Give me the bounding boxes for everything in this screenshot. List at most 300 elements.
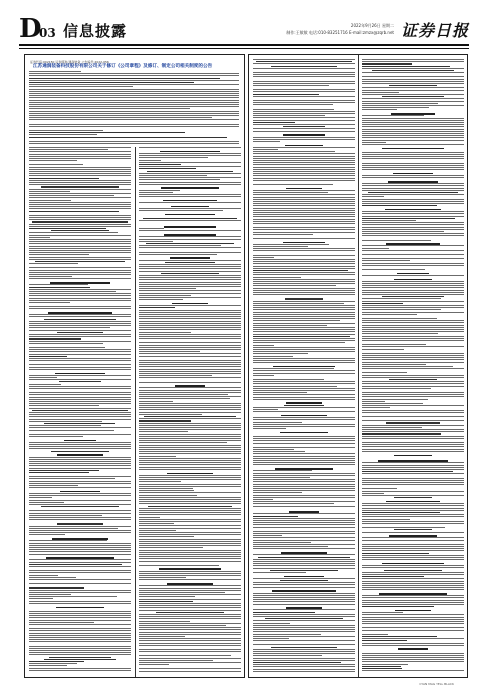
text-line	[362, 449, 464, 450]
text-line	[29, 141, 239, 142]
text-line	[29, 108, 190, 109]
text-line	[253, 546, 328, 547]
text-line	[29, 442, 131, 443]
text-line	[253, 375, 274, 376]
text-line	[29, 178, 99, 179]
text-line	[139, 565, 219, 566]
text-line	[29, 325, 131, 326]
text-line	[253, 436, 355, 437]
text-line	[139, 236, 241, 237]
text-line	[29, 204, 131, 205]
text-line	[29, 295, 131, 296]
text-line	[283, 126, 326, 127]
text-line	[362, 604, 464, 605]
text-line	[253, 537, 355, 538]
text-line	[139, 519, 241, 520]
text-line	[253, 91, 355, 92]
text-line	[29, 637, 131, 638]
text-line	[139, 488, 193, 489]
text-line	[139, 245, 221, 246]
text-line	[253, 451, 305, 452]
text-line	[253, 180, 355, 181]
text-line	[29, 147, 131, 148]
text-line	[29, 182, 131, 183]
text-line	[362, 322, 464, 323]
text-line	[139, 387, 241, 388]
text-line	[253, 356, 293, 357]
text-line	[29, 263, 78, 264]
text-line	[253, 153, 355, 154]
text-line	[253, 318, 355, 319]
text-line	[139, 351, 200, 352]
text-line	[139, 208, 241, 209]
text-line	[29, 115, 239, 116]
text-line	[29, 71, 81, 72]
text-line	[29, 237, 50, 238]
text-line	[29, 124, 239, 125]
text-line	[362, 183, 464, 184]
text-line	[139, 512, 241, 513]
text-line	[362, 416, 464, 417]
text-line	[253, 167, 355, 168]
text-line	[253, 329, 355, 330]
text-line	[253, 158, 355, 159]
text-line	[362, 205, 437, 206]
text-line	[253, 274, 355, 275]
text-line	[29, 111, 239, 112]
text-line	[29, 630, 131, 631]
text-line	[253, 370, 355, 371]
text-line	[253, 257, 274, 258]
text-line	[253, 490, 355, 491]
text-line	[362, 405, 464, 406]
text-line	[253, 169, 355, 170]
text-line	[139, 479, 241, 480]
text-line	[253, 327, 355, 328]
text-line	[161, 273, 220, 274]
text-line	[258, 557, 350, 558]
text-line	[253, 223, 355, 224]
text-line	[362, 514, 464, 515]
text-line	[44, 319, 117, 320]
newspaper-logo: 证券日报	[400, 21, 469, 40]
text-line	[139, 588, 241, 589]
text-line	[139, 658, 241, 659]
text-line	[362, 329, 464, 330]
text-line	[362, 90, 464, 91]
text-line	[29, 241, 131, 242]
text-line	[139, 338, 241, 339]
text-line	[29, 620, 131, 621]
text-line	[139, 392, 241, 393]
text-line	[29, 151, 131, 152]
text-line	[362, 105, 464, 106]
text-line	[362, 287, 464, 288]
text-line	[253, 109, 334, 110]
text-line	[253, 171, 355, 172]
text-line	[29, 293, 131, 294]
text-line	[362, 614, 464, 615]
text-line	[139, 495, 197, 496]
text-line	[139, 592, 225, 593]
text-line	[253, 345, 274, 346]
text-line	[29, 73, 239, 74]
text-line	[362, 523, 464, 524]
text-line	[29, 274, 131, 275]
text-line	[362, 135, 464, 136]
text-line	[253, 447, 355, 448]
text-line	[32, 410, 129, 411]
text-line	[362, 467, 464, 468]
text-line	[253, 100, 355, 101]
text-line	[139, 288, 196, 289]
text-line	[253, 219, 355, 220]
text-line	[253, 362, 355, 363]
text-line	[139, 517, 160, 518]
text-line	[362, 473, 464, 474]
text-line	[253, 268, 355, 269]
text-line	[362, 627, 464, 628]
text-line	[29, 419, 131, 420]
text-line	[362, 546, 464, 547]
text-line	[29, 354, 131, 355]
text-line	[29, 321, 131, 322]
text-line	[29, 267, 131, 268]
text-line	[362, 120, 464, 121]
text-line	[139, 467, 241, 468]
text-line	[29, 377, 57, 378]
masthead	[19, 16, 469, 44]
text-line	[253, 473, 355, 474]
text-line	[29, 243, 131, 244]
text-line	[253, 340, 355, 341]
text-line	[253, 115, 325, 116]
text-line	[29, 461, 131, 462]
text-line	[139, 458, 241, 459]
text-line	[362, 510, 464, 511]
text-line	[253, 578, 355, 579]
text-line	[362, 218, 455, 219]
text-line	[253, 320, 340, 321]
text-line	[253, 83, 355, 84]
text-line	[253, 409, 278, 410]
text-line	[139, 377, 241, 378]
text-line	[362, 438, 464, 439]
text-line	[362, 250, 464, 251]
text-line	[253, 449, 294, 450]
text-line	[253, 572, 306, 573]
text-line	[362, 589, 464, 590]
text-line	[362, 201, 464, 202]
text-line	[253, 513, 355, 514]
text-line	[362, 670, 464, 671]
text-line	[253, 292, 355, 293]
text-line	[139, 442, 227, 443]
text-line	[362, 636, 437, 637]
text-line	[362, 140, 464, 141]
text-line	[29, 272, 131, 273]
text-line	[139, 508, 241, 509]
text-line	[253, 203, 355, 204]
contact-line: 制作:王敏敏 电话:010-83251716 E-mail:zmzx@zqrb.net	[286, 30, 394, 35]
text-line	[362, 555, 464, 556]
text-line	[253, 303, 344, 304]
text-line	[139, 316, 241, 317]
text-line	[29, 82, 194, 83]
text-line	[362, 567, 464, 568]
text-line	[139, 290, 241, 291]
text-line	[139, 405, 241, 406]
text-line	[139, 162, 241, 163]
text-line	[139, 373, 241, 374]
text-line	[362, 285, 464, 286]
text-line	[362, 320, 464, 321]
text-line	[253, 488, 355, 489]
text-line	[35, 261, 125, 262]
text-line	[148, 506, 233, 507]
text-line	[29, 93, 239, 94]
text-line	[29, 472, 89, 473]
text-line	[29, 200, 71, 201]
text-line	[362, 420, 464, 421]
text-line	[362, 664, 408, 665]
text-line	[253, 316, 355, 317]
text-line	[29, 601, 131, 602]
text-line	[362, 444, 464, 445]
text-line	[362, 357, 464, 358]
text-line	[29, 113, 239, 114]
text-line	[362, 587, 464, 588]
text-line	[253, 216, 355, 217]
text-line	[362, 512, 440, 513]
text-line	[29, 180, 131, 181]
text-line	[139, 241, 173, 242]
text-line	[29, 468, 131, 469]
text-line	[368, 192, 458, 193]
text-line	[139, 394, 228, 395]
text-line	[253, 629, 355, 630]
text-line	[362, 661, 464, 662]
text-line	[362, 338, 464, 339]
text-line	[29, 388, 131, 389]
text-line	[29, 615, 131, 616]
text-line	[362, 386, 464, 387]
text-line	[29, 562, 131, 563]
text-line	[29, 360, 131, 361]
text-line	[253, 246, 308, 247]
text-line	[29, 457, 131, 458]
text-line	[139, 440, 241, 441]
text-line	[29, 495, 131, 496]
text-line	[362, 331, 464, 332]
text-line	[41, 186, 120, 187]
text-line	[29, 434, 131, 435]
text-line	[139, 552, 241, 553]
text-line	[253, 263, 355, 264]
text-line	[51, 451, 110, 452]
text-line	[139, 571, 241, 572]
text-line	[29, 478, 115, 479]
text-line	[139, 297, 241, 298]
text-line	[139, 464, 241, 465]
text-line	[362, 623, 464, 624]
masthead-rule-thin	[19, 48, 469, 49]
text-line	[253, 533, 355, 534]
text-line	[253, 604, 355, 605]
text-line	[253, 358, 355, 359]
text-line	[362, 557, 464, 558]
text-line	[29, 246, 131, 247]
text-line	[253, 190, 355, 191]
text-line	[253, 72, 355, 73]
text-line	[139, 469, 241, 470]
text-line	[29, 635, 131, 636]
text-line	[139, 556, 241, 557]
text-line	[362, 619, 464, 620]
text-line	[253, 462, 355, 463]
text-line	[382, 148, 444, 150]
text-line	[139, 636, 185, 637]
text-line	[362, 167, 464, 168]
text-line	[139, 318, 241, 319]
text-line	[362, 399, 428, 400]
text-line	[384, 570, 442, 571]
text-line	[362, 516, 464, 517]
text-line	[362, 188, 464, 189]
text-line	[139, 492, 241, 493]
text-line	[139, 625, 226, 626]
text-line	[139, 627, 241, 628]
text-line	[253, 151, 335, 152]
text-line	[362, 156, 464, 157]
text-line	[253, 323, 355, 324]
text-line	[139, 332, 191, 333]
text-line	[29, 641, 131, 642]
text-line	[59, 381, 101, 382]
right-article-block	[248, 54, 468, 678]
text-line	[253, 205, 355, 206]
text-line	[29, 330, 131, 331]
text-line	[29, 414, 131, 415]
text-line	[29, 284, 88, 285]
text-line	[253, 96, 355, 97]
text-line	[29, 483, 131, 484]
text-line	[139, 447, 241, 448]
text-line	[253, 288, 355, 289]
text-line	[362, 480, 464, 481]
text-line	[139, 325, 241, 326]
text-line	[29, 175, 131, 176]
text-line	[382, 296, 444, 297]
text-line	[139, 590, 241, 591]
text-line	[139, 668, 241, 669]
text-line	[139, 155, 241, 156]
text-line	[29, 173, 131, 174]
text-line	[139, 547, 203, 548]
text-line	[139, 310, 241, 311]
text-line	[29, 226, 131, 227]
text-line	[362, 129, 464, 130]
text-line	[29, 611, 131, 612]
text-line	[139, 618, 241, 619]
text-line	[29, 289, 131, 290]
text-line	[253, 259, 355, 260]
text-line	[139, 409, 241, 410]
text-line	[253, 379, 324, 380]
text-line	[29, 412, 131, 413]
text-line	[139, 550, 241, 551]
text-line	[29, 314, 131, 315]
text-line	[139, 497, 241, 498]
text-line	[362, 109, 397, 110]
text-line	[29, 624, 131, 625]
text-line	[362, 401, 385, 402]
text-line	[362, 532, 464, 533]
text-line	[253, 458, 355, 459]
text-line	[29, 193, 131, 194]
text-line	[362, 462, 464, 463]
text-line	[139, 168, 196, 169]
text-line	[362, 126, 464, 127]
text-line	[165, 214, 216, 216]
text-line	[253, 122, 295, 123]
text-line	[29, 403, 131, 404]
text-line	[253, 360, 355, 361]
text-line	[29, 665, 67, 666]
text-line	[253, 653, 355, 654]
text-line	[253, 147, 355, 148]
text-line	[362, 495, 464, 496]
text-line	[253, 261, 355, 262]
text-line	[362, 154, 464, 155]
text-line	[284, 405, 324, 406]
text-line	[253, 407, 355, 408]
text-line	[139, 336, 241, 337]
text-line	[362, 340, 464, 341]
text-line	[362, 585, 464, 586]
text-line	[29, 646, 131, 647]
text-line	[253, 117, 355, 118]
text-line	[29, 191, 70, 192]
text-line	[362, 94, 464, 95]
text-line	[29, 515, 102, 516]
text-line	[29, 661, 84, 662]
text-line	[362, 375, 464, 376]
text-line	[139, 412, 241, 413]
text-line	[362, 290, 464, 291]
text-line	[253, 481, 355, 482]
text-line	[253, 305, 355, 306]
text-line	[147, 171, 232, 172]
article-headline: 江苏通润装备科技股份有限公司关于修订《公司章程》及修订、制定公司相关制度的公告	[33, 64, 213, 69]
text-line	[29, 622, 94, 623]
text-line	[253, 164, 355, 165]
text-line	[253, 640, 355, 641]
text-line	[139, 456, 176, 457]
text-line	[253, 428, 286, 429]
text-line	[139, 364, 241, 365]
text-line	[29, 323, 131, 324]
text-line	[139, 202, 241, 203]
text-line	[253, 443, 355, 444]
text-line	[29, 566, 131, 567]
text-line	[362, 407, 390, 408]
column-divider	[358, 55, 359, 677]
text-line	[362, 98, 464, 99]
text-line	[29, 543, 131, 544]
text-line	[29, 504, 131, 505]
text-line	[139, 175, 207, 176]
